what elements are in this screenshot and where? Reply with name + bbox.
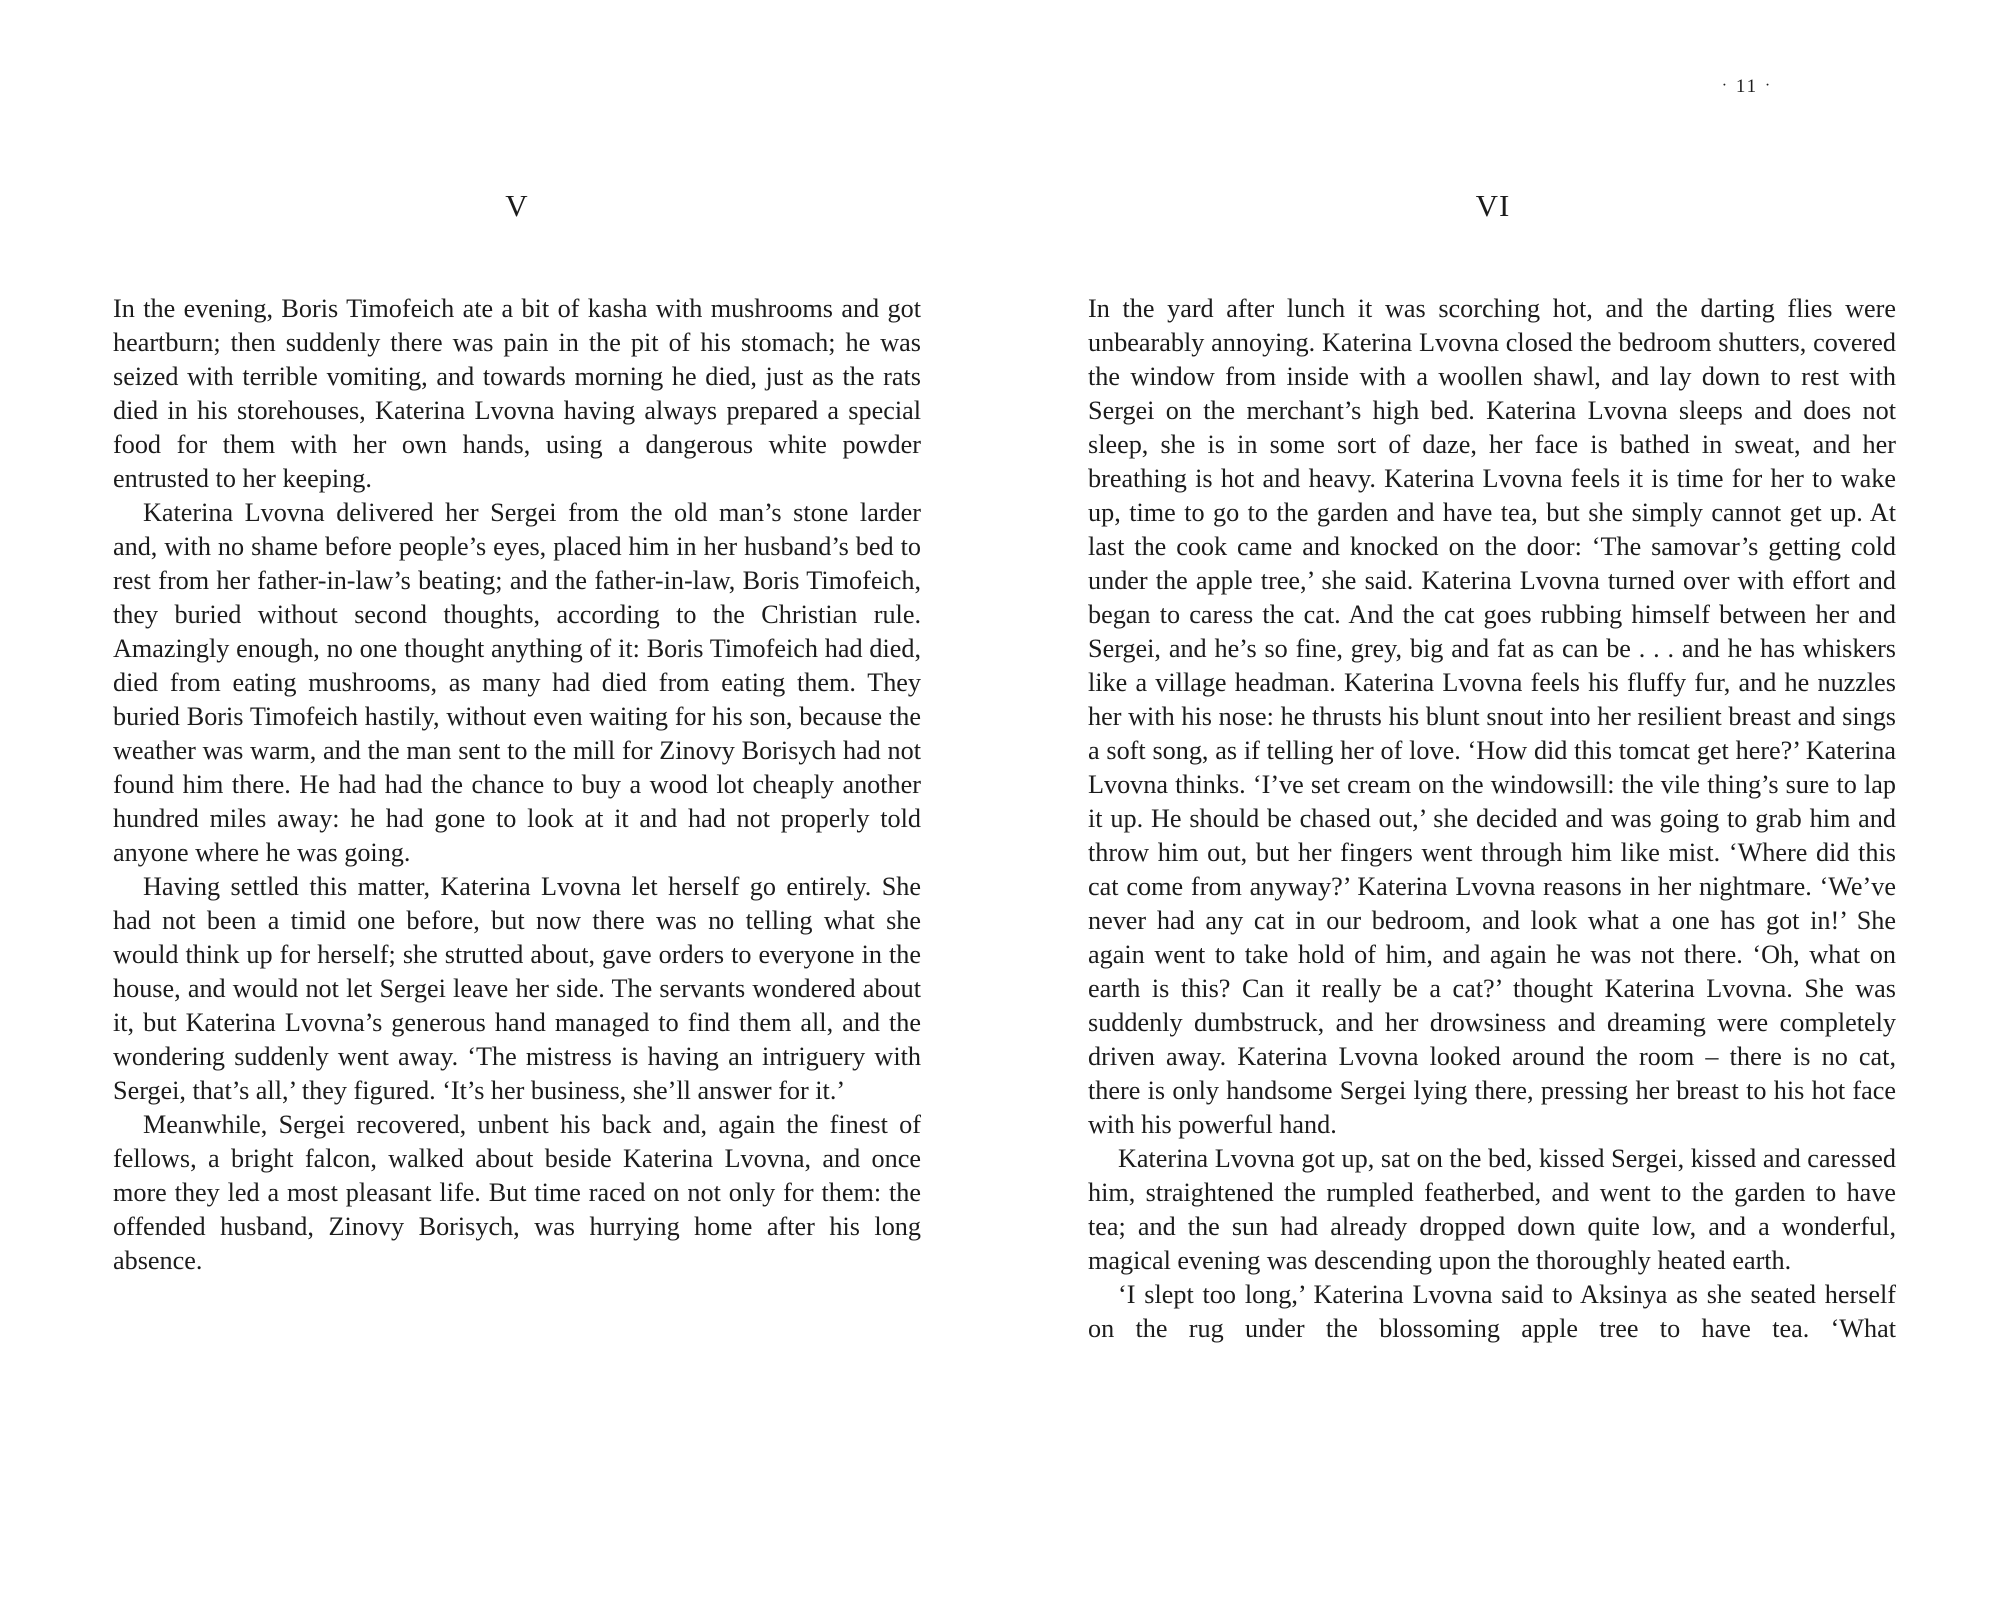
chapter-heading-right: VI — [1475, 188, 1511, 223]
page-number — [1000, 76, 2000, 98]
right-page-body — [1088, 292, 1896, 1346]
paragraph: Having settled this matter, Katerina Lvovna let herself go entirely. She had not been a timid one before, but now there was no telling what she would think up for herself; she strutted about, gave orders to everyone in the house, and would not let Sergei leave her side. The servants wondered about it, but Katerina Lvovna’s generous hand managed to find them all, and the wondering suddenly went away. ‘The mistress is having an intriguery with Sergei, that’s all,’ they figured. ‘It’s her business, she’ll answer for it.’ — [113, 872, 921, 1105]
paragraph: Katerina Lvovna got up, sat on the bed, kissed Sergei, kissed and caressed him, straightened the rumpled featherbed, and went to the garden to have tea; and the sun had already dropped down quite low, and a wonderful, magical evening was descending upon the thoroughly heated earth. — [1088, 1144, 1896, 1275]
folio-ornament-right: · — [1764, 77, 1773, 94]
right-page — [1000, 0, 2000, 1597]
paragraph: In the yard after lunch it was scorching hot, and the darting flies were unbearably annoying. Katerina Lvovna closed the bedroom shutters, covered the window from inside with a woollen shawl, and lay down to rest with Sergei on the merchant’s high bed. Katerina Lvovna sleeps and does not sleep, she is in some sort of daze, her face is bathed in sweat, and her breathing is hot and heavy. Katerina Lvovna feels it is time for her to wake up, time to go to the garden and have tea, but she simply cannot get up. At last the cook came and knocked on the door: ‘The samovar’s getting cold under the apple tree,’ she said. Katerina Lvovna turned over with effort and began to caress the cat. And the cat goes rubbing himself between her and Sergei, and he’s so fine, grey, big and fat as can be . . . and he has whiskers like a village headman. Katerina Lvovna feels his fluffy fur, and he nuzzles her with his nose: he thrusts his blunt snout into her resilient breast and sings a soft song, as if telling her of love. ‘How did this tomcat get here?’ Katerina Lvovna thinks. ‘I’ve set cream on the windowsill: the vile thing’s sure to lap it up. He should be chased out,’ she decided and was going to grab him and throw him out, but her fingers went through him like mist. ‘Where did this cat come from anyway?’ Katerina Lvovna reasons in her nightmare. ‘We’ve never had any cat in our bedroom, and look what a one has got in!’ She again went to take hold of him, and again he was not there. ‘Oh, what on earth is this? Can it really be a cat?’ thought Katerina Lvovna. She was suddenly dumbstruck, and her drowsiness and dreaming were completely driven away. Katerina Lvovna looked around the room – there is no cat, there is only handsome Sergei lying there, pressing her breast to his hot face with his powerful hand. — [1088, 294, 1896, 1139]
left-page-body — [113, 292, 921, 1278]
paragraph: ‘I slept too long,’ Katerina Lvovna said to Aksinya as she seated herself on the rug under the blossoming apple tree to have tea. ‘What — [1088, 1280, 1896, 1343]
page-number-text: 11 — [1735, 76, 1759, 97]
chapter-heading-left: V — [505, 188, 529, 223]
folio-ornament-left: · — [1721, 77, 1730, 94]
paragraph: Meanwhile, Sergei recovered, unbent his back and, again the finest of fellows, a bright falcon, walked about beside Katerina Lvovna, and once more they led a most pleasant life. But time raced on not only for them: the offended husband, Zinovy Borisych, was hurrying home after his long absence. — [113, 1110, 921, 1275]
paragraph: Katerina Lvovna delivered her Sergei from the old man’s stone larder and, with no shame before people’s eyes, placed him in her husband’s bed to rest from her father-in-law’s beating; and the father-in-law, Boris Timofeich, they buried without second thoughts, according to the Christian rule. Amazingly enough, no one thought anything of it: Boris Timofeich had died, died from eating mushrooms, as many had died from eating them. They buried Boris Timofeich hastily, without even waiting for his son, because the weather was warm, and the man sent to the mill for Zinovy Borisych had not found him there. He had had the chance to buy a wood lot cheaply another hundred miles away: he had gone to look at it and had not properly told anyone where he was going. — [113, 498, 921, 867]
paragraph: In the evening, Boris Timofeich ate a bit of kasha with mushrooms and got heartburn; then suddenly there was pain in the pit of his stomach; he was seized with terrible vomiting, and towards morning he died, just as the rats died in his storehouses, Katerina Lvovna having always prepared a special food for them with her own hands, using a dangerous white powder entrusted to her keeping. — [113, 294, 921, 493]
